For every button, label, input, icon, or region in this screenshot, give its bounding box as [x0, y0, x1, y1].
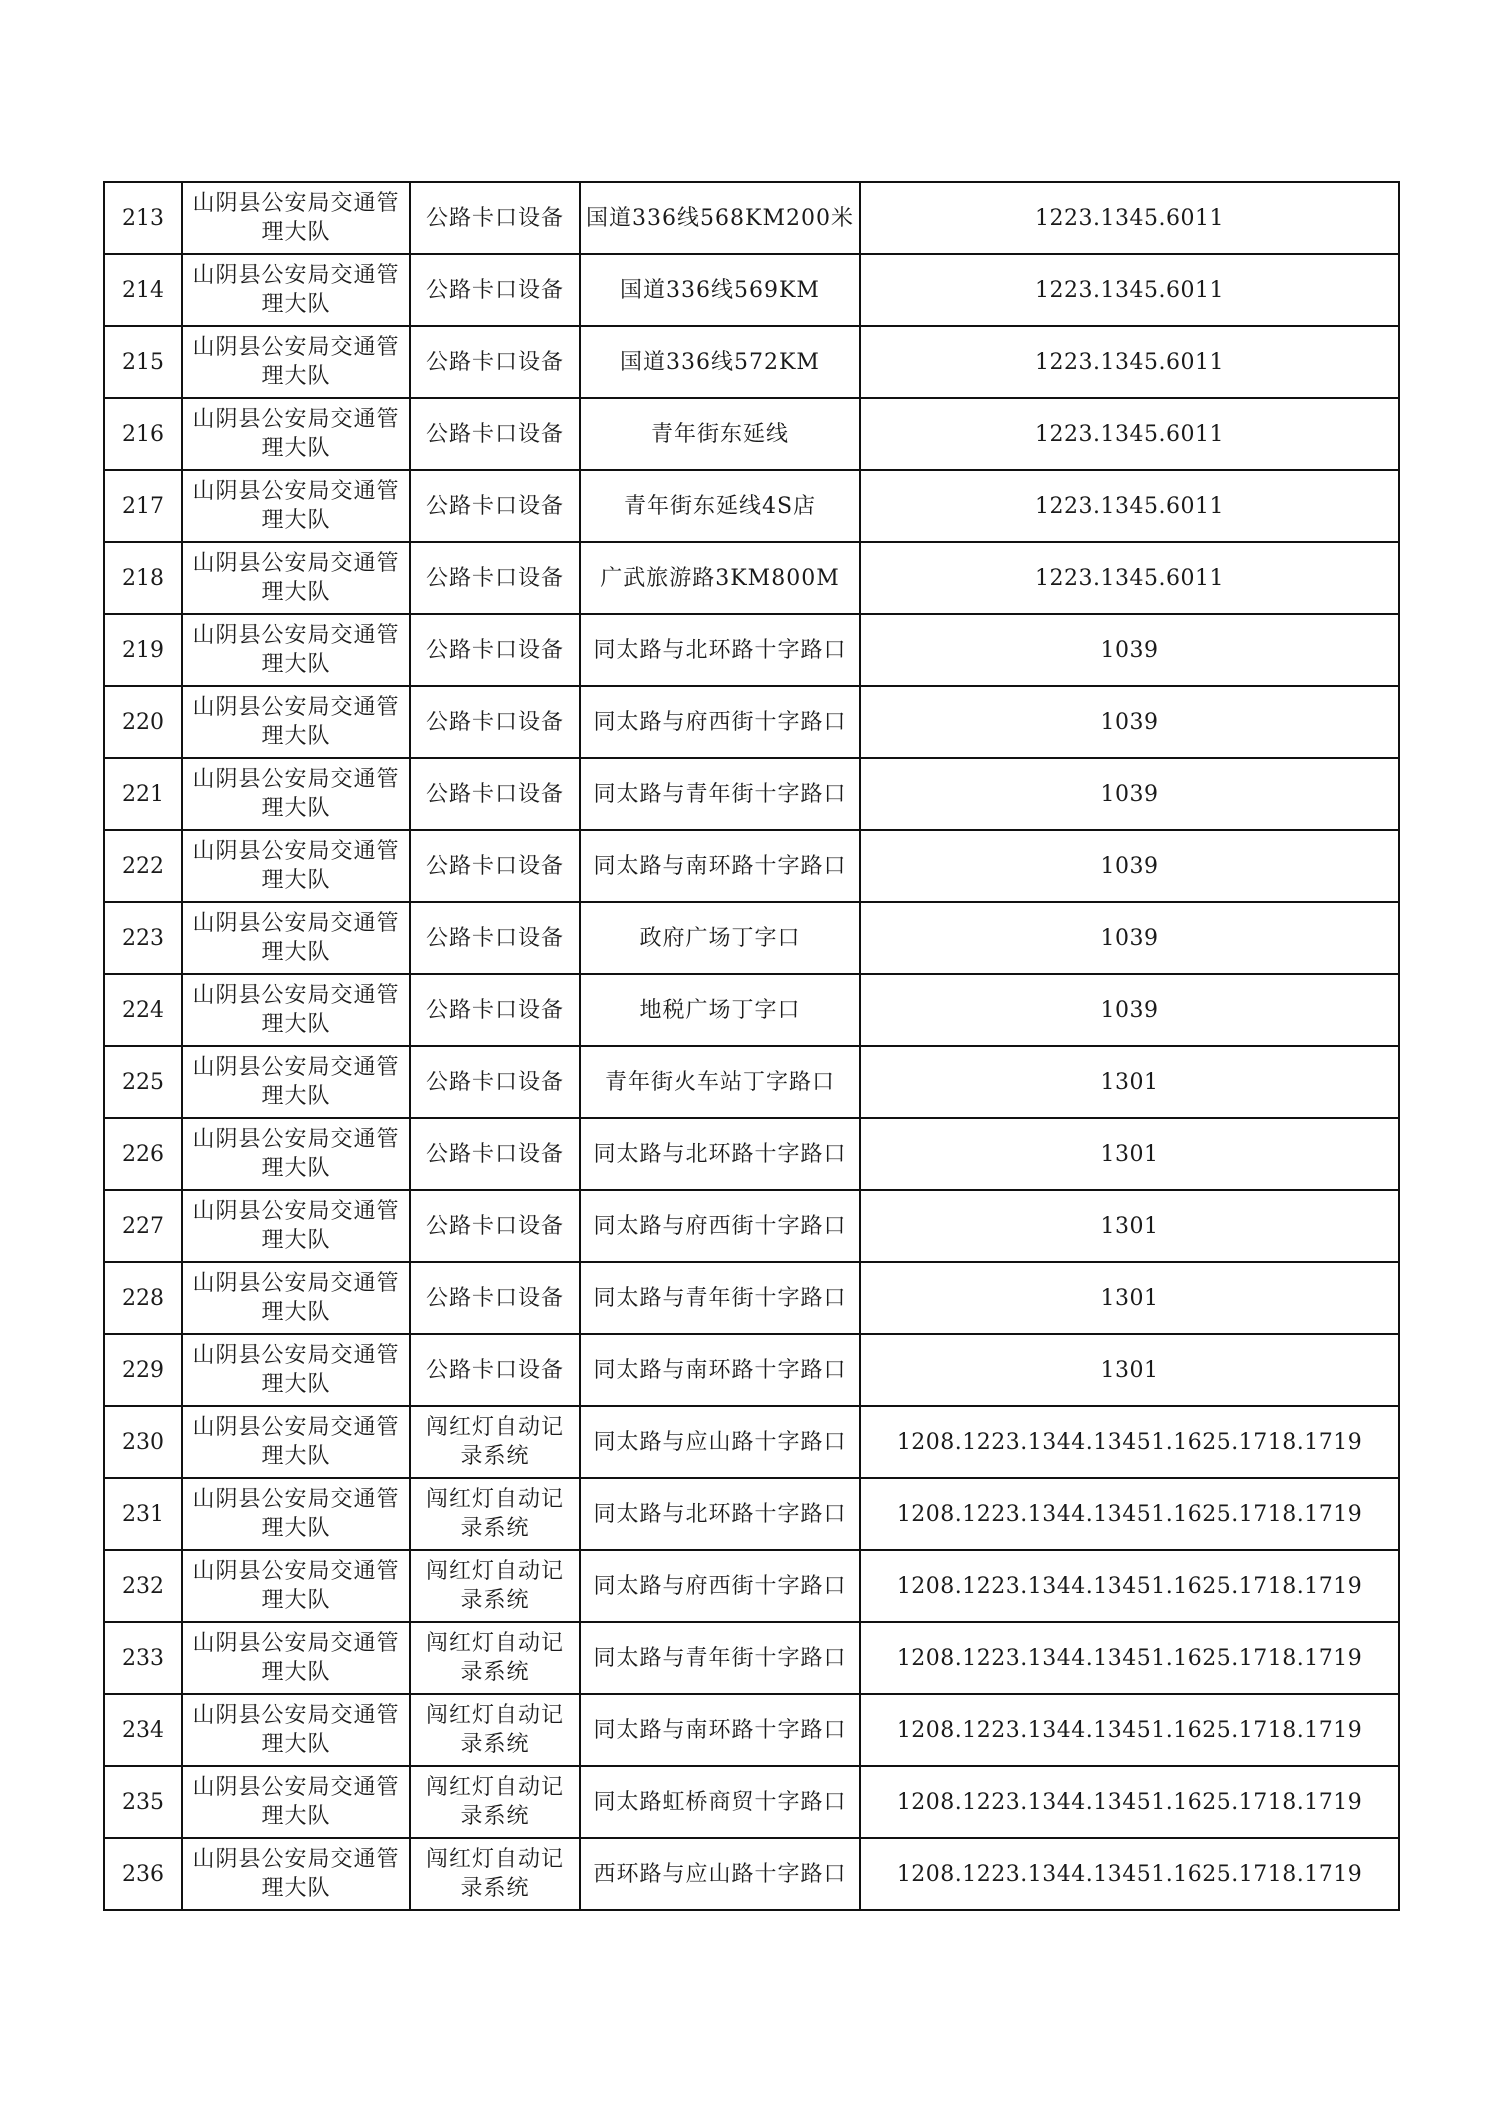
row-number: 220 — [104, 686, 182, 758]
device-type-cell: 公路卡口设备 — [410, 470, 580, 542]
table-row — [104, 1118, 1399, 1190]
table-row — [104, 1622, 1399, 1694]
device-type-cell: 闯红灯自动记录系统 — [410, 1406, 580, 1478]
location-cell: 同太路与青年街十字路口 — [580, 1622, 860, 1694]
device-type-cell: 公路卡口设备 — [410, 1334, 580, 1406]
code-cell: 1208.1223.1344.13451.1625.1718.1719 — [860, 1766, 1399, 1838]
device-type-cell: 公路卡口设备 — [410, 974, 580, 1046]
unit-cell: 山阴县公安局交通管理大队 — [182, 254, 410, 326]
device-type-cell: 闯红灯自动记录系统 — [410, 1766, 580, 1838]
device-type-cell: 公路卡口设备 — [410, 1118, 580, 1190]
table-row — [104, 614, 1399, 686]
row-number: 222 — [104, 830, 182, 902]
code-cell: 1223.1345.6011 — [860, 182, 1399, 254]
device-type-cell: 公路卡口设备 — [410, 398, 580, 470]
unit-cell: 山阴县公安局交通管理大队 — [182, 326, 410, 398]
row-number: 232 — [104, 1550, 182, 1622]
location-cell: 同太路与青年街十字路口 — [580, 758, 860, 830]
table-row — [104, 758, 1399, 830]
location-cell: 同太路与北环路十字路口 — [580, 1478, 860, 1550]
table-row — [104, 1262, 1399, 1334]
location-cell: 青年街东延线4S店 — [580, 470, 860, 542]
location-cell: 地税广场丁字口 — [580, 974, 860, 1046]
device-type-cell: 公路卡口设备 — [410, 902, 580, 974]
unit-cell: 山阴县公安局交通管理大队 — [182, 1262, 410, 1334]
table-row — [104, 1046, 1399, 1118]
device-type-cell: 公路卡口设备 — [410, 326, 580, 398]
location-cell: 国道336线569KM — [580, 254, 860, 326]
location-cell: 同太路与南环路十字路口 — [580, 830, 860, 902]
code-cell: 1301 — [860, 1262, 1399, 1334]
device-type-cell: 公路卡口设备 — [410, 1190, 580, 1262]
code-cell: 1208.1223.1344.13451.1625.1718.1719 — [860, 1406, 1399, 1478]
location-cell: 国道336线572KM — [580, 326, 860, 398]
device-type-cell: 公路卡口设备 — [410, 614, 580, 686]
unit-cell: 山阴县公安局交通管理大队 — [182, 902, 410, 974]
table-row — [104, 470, 1399, 542]
row-number: 231 — [104, 1478, 182, 1550]
device-type-cell: 闯红灯自动记录系统 — [410, 1550, 580, 1622]
row-number: 228 — [104, 1262, 182, 1334]
device-type-cell: 公路卡口设备 — [410, 686, 580, 758]
code-cell: 1039 — [860, 758, 1399, 830]
row-number: 233 — [104, 1622, 182, 1694]
row-number: 225 — [104, 1046, 182, 1118]
records-table-body — [104, 182, 1399, 1910]
code-cell: 1223.1345.6011 — [860, 254, 1399, 326]
unit-cell: 山阴县公安局交通管理大队 — [182, 830, 410, 902]
location-cell: 政府广场丁字口 — [580, 902, 860, 974]
row-number: 223 — [104, 902, 182, 974]
location-cell: 同太路与府西街十字路口 — [580, 1550, 860, 1622]
device-type-cell: 公路卡口设备 — [410, 758, 580, 830]
table-row — [104, 1478, 1399, 1550]
row-number: 230 — [104, 1406, 182, 1478]
location-cell: 同太路与府西街十字路口 — [580, 686, 860, 758]
unit-cell: 山阴县公安局交通管理大队 — [182, 182, 410, 254]
row-number: 213 — [104, 182, 182, 254]
row-number: 236 — [104, 1838, 182, 1910]
unit-cell: 山阴县公安局交通管理大队 — [182, 1694, 410, 1766]
row-number: 219 — [104, 614, 182, 686]
device-type-cell: 闯红灯自动记录系统 — [410, 1622, 580, 1694]
location-cell: 同太路与青年街十字路口 — [580, 1262, 860, 1334]
code-cell: 1301 — [860, 1190, 1399, 1262]
unit-cell: 山阴县公安局交通管理大队 — [182, 1046, 410, 1118]
row-number: 221 — [104, 758, 182, 830]
code-cell: 1223.1345.6011 — [860, 470, 1399, 542]
table-row — [104, 326, 1399, 398]
table-row — [104, 686, 1399, 758]
location-cell: 同太路与北环路十字路口 — [580, 614, 860, 686]
table-row — [104, 254, 1399, 326]
location-cell: 同太路与北环路十字路口 — [580, 1118, 860, 1190]
unit-cell: 山阴县公安局交通管理大队 — [182, 758, 410, 830]
unit-cell: 山阴县公安局交通管理大队 — [182, 1334, 410, 1406]
unit-cell: 山阴县公安局交通管理大队 — [182, 542, 410, 614]
unit-cell: 山阴县公安局交通管理大队 — [182, 1550, 410, 1622]
location-cell: 同太路与南环路十字路口 — [580, 1334, 860, 1406]
unit-cell: 山阴县公安局交通管理大队 — [182, 1766, 410, 1838]
row-number: 224 — [104, 974, 182, 1046]
code-cell: 1039 — [860, 974, 1399, 1046]
unit-cell: 山阴县公安局交通管理大队 — [182, 686, 410, 758]
table-row — [104, 1406, 1399, 1478]
table-row — [104, 1550, 1399, 1622]
code-cell: 1039 — [860, 686, 1399, 758]
code-cell: 1208.1223.1344.13451.1625.1718.1719 — [860, 1550, 1399, 1622]
device-type-cell: 公路卡口设备 — [410, 830, 580, 902]
location-cell: 青年街火车站丁字路口 — [580, 1046, 860, 1118]
location-cell: 青年街东延线 — [580, 398, 860, 470]
location-cell: 西环路与应山路十字路口 — [580, 1838, 860, 1910]
code-cell: 1039 — [860, 614, 1399, 686]
unit-cell: 山阴县公安局交通管理大队 — [182, 1622, 410, 1694]
device-type-cell: 公路卡口设备 — [410, 1046, 580, 1118]
unit-cell: 山阴县公安局交通管理大队 — [182, 614, 410, 686]
code-cell: 1208.1223.1344.13451.1625.1718.1719 — [860, 1478, 1399, 1550]
code-cell: 1208.1223.1344.13451.1625.1718.1719 — [860, 1694, 1399, 1766]
row-number: 235 — [104, 1766, 182, 1838]
unit-cell: 山阴县公安局交通管理大队 — [182, 1118, 410, 1190]
device-type-cell: 闯红灯自动记录系统 — [410, 1694, 580, 1766]
table-row — [104, 974, 1399, 1046]
code-cell: 1301 — [860, 1046, 1399, 1118]
location-cell: 广武旅游路3KM800M — [580, 542, 860, 614]
row-number: 227 — [104, 1190, 182, 1262]
location-cell: 同太路与南环路十字路口 — [580, 1694, 860, 1766]
table-row — [104, 1334, 1399, 1406]
unit-cell: 山阴县公安局交通管理大队 — [182, 470, 410, 542]
location-cell: 国道336线568KM200米 — [580, 182, 860, 254]
unit-cell: 山阴县公安局交通管理大队 — [182, 1406, 410, 1478]
device-type-cell: 闯红灯自动记录系统 — [410, 1838, 580, 1910]
location-cell: 同太路虹桥商贸十字路口 — [580, 1766, 860, 1838]
code-cell: 1301 — [860, 1118, 1399, 1190]
code-cell: 1039 — [860, 902, 1399, 974]
table-row — [104, 830, 1399, 902]
code-cell: 1039 — [860, 830, 1399, 902]
code-cell: 1301 — [860, 1334, 1399, 1406]
row-number: 218 — [104, 542, 182, 614]
code-cell: 1223.1345.6011 — [860, 326, 1399, 398]
row-number: 229 — [104, 1334, 182, 1406]
row-number: 214 — [104, 254, 182, 326]
records-table — [103, 181, 1400, 1911]
code-cell: 1223.1345.6011 — [860, 542, 1399, 614]
table-row — [104, 902, 1399, 974]
unit-cell: 山阴县公安局交通管理大队 — [182, 974, 410, 1046]
unit-cell: 山阴县公安局交通管理大队 — [182, 1190, 410, 1262]
device-type-cell: 闯红灯自动记录系统 — [410, 1478, 580, 1550]
unit-cell: 山阴县公安局交通管理大队 — [182, 1478, 410, 1550]
row-number: 234 — [104, 1694, 182, 1766]
row-number: 226 — [104, 1118, 182, 1190]
device-type-cell: 公路卡口设备 — [410, 542, 580, 614]
unit-cell: 山阴县公安局交通管理大队 — [182, 1838, 410, 1910]
table-row — [104, 398, 1399, 470]
row-number: 217 — [104, 470, 182, 542]
code-cell: 1208.1223.1344.13451.1625.1718.1719 — [860, 1838, 1399, 1910]
table-row — [104, 182, 1399, 254]
code-cell: 1208.1223.1344.13451.1625.1718.1719 — [860, 1622, 1399, 1694]
table-row — [104, 1694, 1399, 1766]
table-row — [104, 1190, 1399, 1262]
device-type-cell: 公路卡口设备 — [410, 182, 580, 254]
location-cell: 同太路与府西街十字路口 — [580, 1190, 860, 1262]
device-type-cell: 公路卡口设备 — [410, 1262, 580, 1334]
location-cell: 同太路与应山路十字路口 — [580, 1406, 860, 1478]
table-row — [104, 542, 1399, 614]
row-number: 216 — [104, 398, 182, 470]
row-number: 215 — [104, 326, 182, 398]
device-type-cell: 公路卡口设备 — [410, 254, 580, 326]
table-row — [104, 1766, 1399, 1838]
table-row — [104, 1838, 1399, 1910]
unit-cell: 山阴县公安局交通管理大队 — [182, 398, 410, 470]
code-cell: 1223.1345.6011 — [860, 398, 1399, 470]
